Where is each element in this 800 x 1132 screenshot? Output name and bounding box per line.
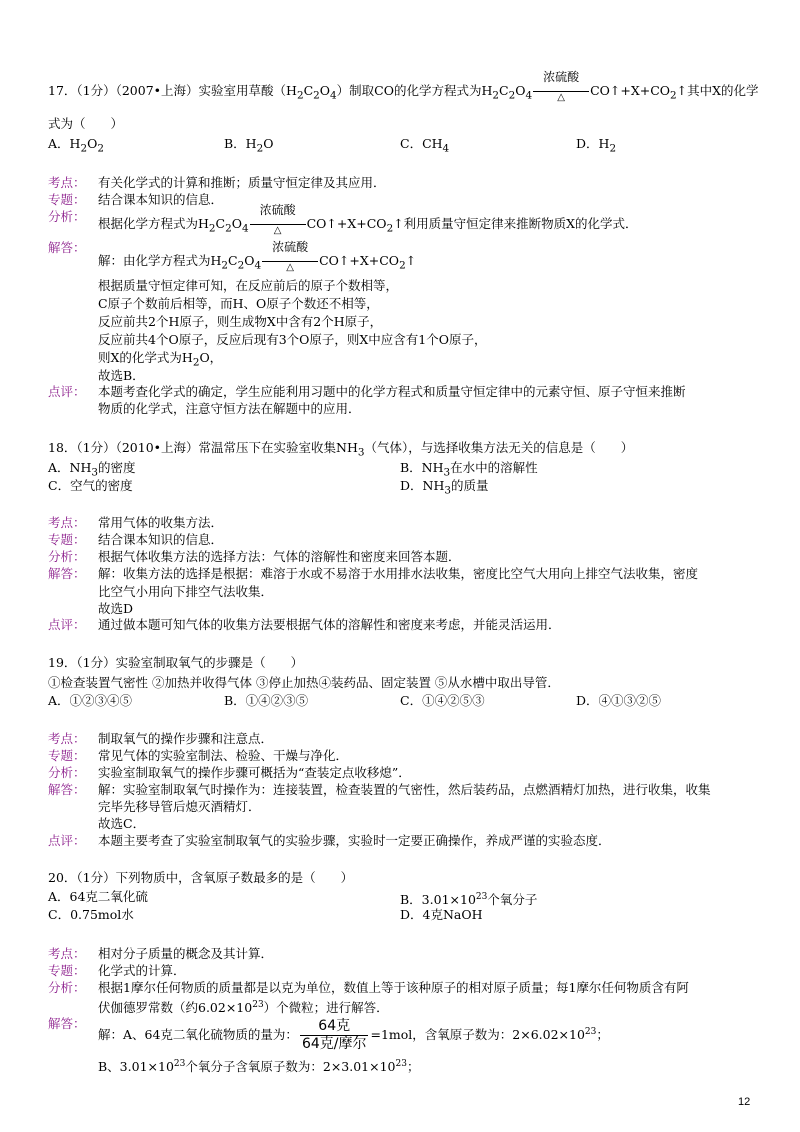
q18-dp: 通过做本题可知气体的收集方法要根据气体的溶解性和密度来考虑，并能灵活运用． [98, 617, 561, 632]
q20-fx-line2: 伏伽德罗常数（约$6.02\times 10^{23}$）个微粒；进行解答． [98, 1000, 389, 1016]
q17-zt-label: 专题： [48, 192, 86, 207]
molar-fraction: $\frac{\text{64克}}{\text{64克/摩尔}}$ [301, 1018, 367, 1053]
q20-kd: 相对分子质量的概念及其计算． [98, 946, 274, 961]
q17-zt: 结合课本知识的信息． [98, 192, 224, 207]
q19-jd-label: 解答： [48, 782, 86, 797]
q17-kd: 有关化学式的计算和推断；质量守恒定律及其应用． [98, 175, 386, 190]
q17-stem-line2: 式为（ ） [48, 116, 124, 131]
q17-option-d: D．$H_2$ [576, 136, 617, 155]
q17-jd-label: 解答： [48, 240, 86, 255]
q17-option-a: A．$H_2O_2$ [48, 136, 104, 155]
q19-jd-line1: 解：实验室制取氧气时操作为：连接装置，检查装置的气密性，然后装药品，点燃酒精灯加热，进行收集，收集 [98, 782, 711, 797]
q19-kd: 制取氧气的操作步骤和注意点． [98, 731, 274, 746]
q18-option-d: D．$NH_3$的质量 [400, 478, 489, 497]
q17-dp-label: 点评： [48, 384, 86, 399]
q18-kd-label: 考点： [48, 515, 86, 530]
q18-fx-label: 分析： [48, 549, 86, 564]
q19-fx-label: 分析： [48, 765, 86, 780]
q20-option-b: B．$3.01\times 10^{23}$个氧分子 [400, 892, 538, 908]
q18-zt: 结合课本知识的信息． [98, 532, 224, 547]
q20-jd-label: 解答： [48, 1016, 86, 1031]
q17-option-b: B．$H_2O$ [224, 136, 274, 155]
reaction-condition: 浓硫酸 △ [533, 83, 589, 99]
q19-stem: 19．（1分）实验室制取氧气的步骤是（ ） [48, 655, 304, 670]
q17-option-c: C．$CH_4$ [400, 136, 450, 155]
q19-zt-label: 专题： [48, 748, 86, 763]
q20-jd-line1: 解：A、64克二氧化硫物质的量为： $\frac{\text{64克}}{\text{64克/摩尔}}$ =1mol，含氧原子数为：$2\times 6.02\times 10^{23}$； [98, 1018, 609, 1053]
q17-jd-line3: C原子个数前后相等，而H、O原子个数还不相等， [98, 296, 379, 311]
q19-dp-label: 点评： [48, 833, 86, 848]
q19-jd-line3: 故选C． [98, 816, 146, 831]
q17-jd-line1: 解：由化学方程式为$H_2C_2O_4$ 浓硫酸 △ $CO↑+X+CO_2↑$ [98, 240, 417, 273]
q17-dp-line2: 物质的化学式，注意守恒方法在解题中的应用． [98, 401, 361, 416]
q18-stem: 18．（1分）（2010•上海）常温常压下在实验室收集$NH_3$（气体），与选择收集方法无关的信息是（ ） [48, 440, 634, 459]
q18-fx: 根据气体收集方法的选择方法：气体的溶解性和密度来回答本题． [98, 549, 461, 564]
page-number: 12 [738, 1096, 751, 1108]
q18-dp-label: 点评： [48, 617, 86, 632]
q18-jd-line2: 比空气小用向下排空气法收集． [98, 584, 274, 599]
q17-jd-line7: 故选B． [98, 368, 145, 383]
q20-option-a: A．64克二氧化硫 [48, 889, 148, 904]
q20-option-d: D．4克NaOH [400, 907, 483, 922]
q18-zt-label: 专题： [48, 532, 86, 547]
q20-fx-line1: 根据1摩尔任何物质的质量都是以克为单位，数值上等于该种原子的相对原子质量；每1摩尔任何物质含有阿 [98, 980, 689, 995]
q17-jd-line2: 根据质量守恒定律可知，在反应前后的原子个数相等， [98, 278, 399, 293]
q19-option-b: B．①④②③⑤ [224, 693, 309, 708]
q17-fx: 根据化学方程式为$H_2C_2O_4$ 浓硫酸 △ $CO↑+X+CO_2↑$利用质量守恒定律来推断物质X的化学式． [98, 203, 638, 236]
q20-kd-label: 考点： [48, 946, 86, 961]
q17-stem: 17．（1分）（2007•上海）实验室用草酸$(H_2C_2O_4)$制取CO的化学方程式为$H_2C_2O_4$ 浓硫酸 △ $CO↑+X+CO_2↑$其中X的化学 [48, 70, 759, 103]
q19-kd-label: 考点： [48, 731, 86, 746]
q19-dp: 本题主要考查了实验室制取氧气的实验步骤，实验时一定要正确操作，养成严谨的实验态度． [98, 833, 611, 848]
q19-option-c: C．①④②⑤③ [400, 693, 485, 708]
q17-jd-line5: 反应前共4个O原子，反应后现有3个O原子，则X中应含有1个O原子， [98, 332, 487, 347]
q20-jd-line2: B、$3.01\times 10^{23}$个氧分子含氧原子数为：$2\times 3.01\times 10^{23}$； [98, 1059, 420, 1075]
q20-fx-label: 分析： [48, 980, 86, 995]
q17-jd-line4: 反应前共2个H原子，则生成物X中含有2个H原子， [98, 314, 383, 329]
q20-zt-label: 专题： [48, 963, 86, 978]
q18-kd: 常用气体的收集方法． [98, 515, 224, 530]
q19-option-d: D．④①③②⑤ [576, 693, 662, 708]
q18-jd-line1: 解：收集方法的选择是根据：难溶于水或不易溶于水用排水法收集，密度比空气大用向上排空气法收集，密度 [98, 566, 699, 581]
q19-fx: 实验室制取氧气的操作步骤可概括为“查装定点收移熄”． [98, 765, 411, 780]
q17-kd-label: 考点： [48, 175, 86, 190]
q18-option-a: A．$NH_3$的密度 [48, 460, 136, 479]
q20-zt: 化学式的计算． [98, 963, 186, 978]
reaction-condition: 浓硫酸 △ [250, 216, 306, 232]
q18-jd-label: 解答： [48, 566, 86, 581]
q18-option-b: B．$NH_3$在水中的溶解性 [400, 460, 538, 479]
q17-dp-line1: 本题考查化学式的确定，学生应能利用习题中的化学方程式和质量守恒定律中的元素守恒、原子守恒来推断 [98, 384, 686, 399]
q18-jd-line3: 故选D [98, 601, 134, 616]
q20-stem: 20．（1分）下列物质中，含氧原子数最多的是（ ） [48, 870, 354, 885]
q19-option-a: A．①②③④⑤ [48, 693, 133, 708]
q18-option-c: C．空气的密度 [48, 478, 133, 493]
q19-zt: 常见气体的实验室制法、检验、干燥与净化． [98, 748, 349, 763]
q19-steps: ①检查装置气密性 ②加热并收得气体 ③停止加热④装药品、固定装置 ⑤从水槽中取出导管． [48, 675, 560, 690]
q19-jd-line2: 完毕先移导管后熄灭酒精灯． [98, 799, 261, 814]
q17-jd-line6: 则X的化学式为$H_2O$， [98, 350, 223, 369]
q17-fx-label: 分析： [48, 209, 86, 224]
reaction-condition: 浓硫酸 △ [262, 253, 318, 269]
q20-option-c: C．0.75mol水 [48, 907, 134, 922]
